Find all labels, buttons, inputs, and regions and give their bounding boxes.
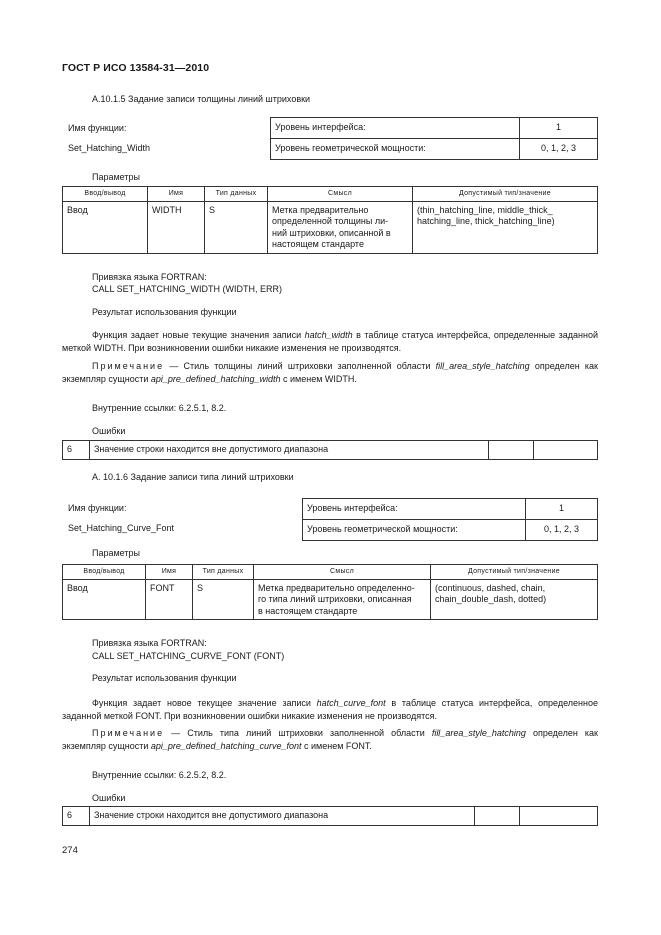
- level-label: Уровень геометрической мощности:: [303, 520, 526, 541]
- errors-table: [62, 806, 598, 826]
- italic-term: fill_area_style_hatching: [431, 728, 526, 738]
- errors-label: Ошибки: [92, 426, 126, 436]
- column-header: Имя: [148, 187, 205, 202]
- level-label: Уровень интерфейса:: [271, 118, 520, 139]
- note-paragraph: [62, 727, 598, 753]
- text-run: Функция задает новое текущее значение записи: [92, 698, 317, 708]
- cell-io: Ввод: [63, 202, 148, 254]
- meaning-line: го типа линий штриховки, описанная: [258, 594, 412, 605]
- level-value: 1: [526, 499, 598, 520]
- table-row: [271, 139, 598, 160]
- allowed-line: chain_double_dash, dotted): [435, 594, 547, 605]
- note-label: Примечание: [92, 361, 165, 371]
- params-table: [62, 564, 598, 620]
- allowed-line: (thin_hatching_line, middle_thick_: [417, 205, 553, 215]
- text-run: определен как экземпляр сущности: [62, 361, 598, 385]
- function-name-label: Имя функции:: [68, 503, 127, 513]
- level-label: Уровень геометрической мощности:: [271, 139, 520, 160]
- internal-refs: Внутренние ссылки: 6.2.5.2, 8.2.: [92, 770, 227, 780]
- result-paragraph: [62, 697, 598, 723]
- table-row: [303, 520, 598, 541]
- errors-table: [62, 440, 598, 460]
- params-label: Параметры: [92, 548, 140, 558]
- empty-cell: [520, 807, 598, 826]
- params-label: Параметры: [92, 172, 140, 182]
- meaning-line: настоящем стандарте: [272, 239, 364, 250]
- italic-term: hatch_curve_font: [316, 698, 386, 708]
- meaning-line: Метка предварительно: [272, 205, 369, 215]
- errors-label: Ошибки: [92, 793, 126, 803]
- empty-cell: [489, 441, 534, 460]
- cell-type: S: [193, 580, 254, 620]
- italic-term: api_pre_defined_hatching_curve_font: [150, 741, 302, 752]
- column-header: Допустимый тип/значение: [431, 565, 598, 580]
- table-row: [271, 118, 598, 139]
- table-header-row: [63, 187, 598, 202]
- level-value: 1: [520, 118, 598, 139]
- column-header: Допустимый тип/значение: [413, 187, 598, 202]
- function-name-label: Имя функции:: [68, 123, 127, 133]
- column-header: Имя: [146, 565, 193, 580]
- error-text: Значение строки находится вне допустимого диапазона: [90, 807, 475, 826]
- column-header: Смысл: [254, 565, 431, 580]
- text-run: — Стиль толщины линий штриховки заполненной области: [164, 361, 436, 371]
- meaning-line: ний штриховки, описанной в: [272, 227, 391, 238]
- cell-name: WIDTH: [148, 202, 205, 254]
- text-run: — Стиль типа линий штриховки заполненной области: [164, 728, 432, 738]
- column-header: Смысл: [268, 187, 413, 202]
- empty-cell: [534, 441, 598, 460]
- table-row: [303, 499, 598, 520]
- fortran-call: CALL SET_HATCHING_CURVE_FONT (FONT): [92, 651, 285, 661]
- result-label: Результат использования функции: [92, 307, 237, 317]
- note-paragraph: [62, 360, 598, 386]
- fortran-call: CALL SET_HATCHING_WIDTH (WIDTH, ERR): [92, 284, 283, 294]
- table-row: [63, 580, 598, 620]
- internal-refs: Внутренние ссылки: 6.2.5.1, 8.2.: [92, 403, 227, 413]
- italic-term: fill_area_style_hatching: [435, 361, 530, 371]
- fortran-binding-label: Привязка языка FORTRAN:: [92, 272, 207, 282]
- empty-cell: [475, 807, 520, 826]
- column-header: Ввод/вывод: [63, 187, 148, 202]
- column-header: Ввод/вывод: [63, 565, 146, 580]
- error-text: Значение строки находится вне допустимого диапазона: [90, 441, 489, 460]
- error-code: 6: [63, 441, 90, 460]
- level-label: Уровень интерфейса:: [303, 499, 526, 520]
- italic-term: api_pre_defined_hatching_width: [150, 374, 281, 385]
- meaning-line: в настоящем стандарте: [258, 605, 358, 616]
- params-table: [62, 186, 598, 254]
- level-value: 0, 1, 2, 3: [520, 139, 598, 160]
- levels-table: [302, 498, 598, 541]
- cell-meaning: [268, 202, 413, 254]
- text-run: с именем WIDTH.: [280, 374, 357, 385]
- cell-allowed: [431, 580, 598, 620]
- italic-term: hatch_width: [304, 330, 353, 340]
- column-header: Тип данных: [193, 565, 254, 580]
- page-number: 274: [62, 845, 78, 856]
- text-run: в таблице статуса интерфейса, определенное заданной меткой FONT. При возникновении ошибки никакие изменения не производятся.: [62, 698, 599, 722]
- cell-io: Ввод: [63, 580, 146, 620]
- section-heading: А.10.1.5 Задание записи толщины линий штриховки: [92, 94, 311, 104]
- result-label: Результат использования функции: [92, 673, 237, 683]
- allowed-line: hatching_line, thick_hatching_line): [417, 216, 555, 227]
- cell-name: FONT: [146, 580, 193, 620]
- levels-table: [270, 117, 598, 160]
- section-heading: А. 10.1.6 Задание записи типа линий штриховки: [92, 472, 294, 482]
- cell-allowed: [413, 202, 598, 254]
- text-run: в таблице статуса интерфейса, определенные заданной меткой WIDTH. При возникновении ошибки никакие изменения не производятся.: [62, 330, 598, 354]
- meaning-line: определенной толщины ли-: [272, 216, 389, 227]
- allowed-line: (continuous, dashed, chain,: [435, 583, 546, 593]
- table-row: [63, 807, 598, 826]
- error-code: 6: [63, 807, 90, 826]
- level-value: 0, 1, 2, 3: [526, 520, 598, 541]
- result-paragraph: [62, 329, 598, 355]
- table-row: [63, 441, 598, 460]
- function-name: Set_Hatching_Curve_Font: [68, 523, 175, 533]
- text-run: с именем FONT.: [301, 741, 372, 752]
- table-row: [63, 202, 598, 254]
- cell-type: S: [205, 202, 268, 254]
- meaning-line: Метка предварительно определенно-: [258, 583, 415, 593]
- fortran-binding-label: Привязка языка FORTRAN:: [92, 638, 207, 648]
- text-run: определен как экземпляр сущности: [62, 728, 598, 752]
- document-title: ГОСТ Р ИСО 13584-31—2010: [62, 62, 210, 74]
- table-header-row: [63, 565, 598, 580]
- cell-meaning: [254, 580, 431, 620]
- text-run: Функция задает новые текущие значения записи: [92, 330, 305, 340]
- note-label: Примечание: [92, 728, 165, 738]
- column-header: Тип данных: [205, 187, 268, 202]
- function-name: Set_Hatching_Width: [68, 143, 151, 153]
